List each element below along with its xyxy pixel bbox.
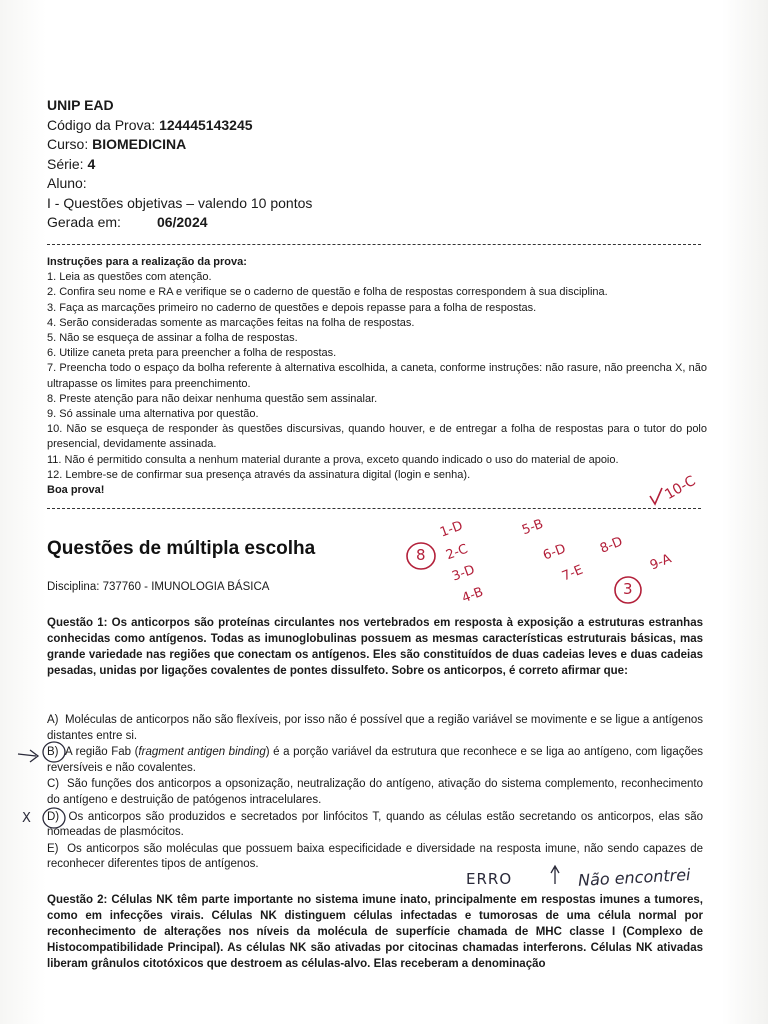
score-2: 3 (623, 580, 633, 598)
series-line: Série: 4 (47, 155, 96, 172)
instruction-item: 10. Não se esqueça de responder às questões discursivas, quando houver, e de entregar a folha de respostas para o tutor do polo presencial, devidamente assinada. (47, 423, 707, 451)
option-b: B) A região Fab (fragment antigen binding) é a porção variável da estrutura que reconhece e se liga ao antígeno, com ligações reversíveis e não covalentes. (47, 746, 704, 774)
answer-note: 4-B (460, 584, 486, 607)
up-arrow-icon (551, 866, 559, 884)
instruction-item: 6. Utilize caneta preta para preencher a folha de respostas. (47, 347, 337, 360)
answer-note: 7-E (559, 562, 586, 585)
answer-note: 1-D (438, 518, 465, 541)
not-found-note: Não encontrei (577, 865, 691, 890)
section-info: I - Questões objetivas – valendo 10 pontos (47, 194, 313, 211)
answer-note: 3-D (450, 562, 477, 585)
question-2-text: Questão 2: Células NK têm parte importante no sistema imune inato, principalmente em respostas imunes a tumores, como em infecções virais. Células NK distinguem células infectadas e tumorosas de uma célula normal por reconhecimento de alterações nos níveis da molécula de superfície chamada de MHC classe I (Complexo de Histocompatibilidade Principal). As células NK são ativadas por citocinas chamadas interferons. Células NK ativadas liberam grânulos citotóxicos que destroem as células-alvo. Elas receberam a denominação (47, 894, 703, 970)
exam-code-line: Código da Prova: 124445143245 (47, 116, 253, 133)
option-c: C) São funções dos anticorpos a opsonização, neutralização do antígeno, ativação do sistema complemento, reconhecimento do antígeno e destruição de patógenos intracelulares. (47, 778, 704, 806)
option-a: A) Moléculas de anticorpos não são flexíveis, por isso não é possível que a região variável se movimente e se ligue a antígenos distantes entre si. (47, 714, 704, 742)
error-note: ERRO (466, 870, 513, 888)
series: 4 (87, 155, 96, 172)
instruction-item: 1. Leia as questões com atenção. (47, 271, 212, 284)
instruction-item: 7. Preencha todo o espaço da bolha referente à alternativa escolhida, a caneta, conforme instruções: não rasure, não preencha X, não ultrapasse os limites para preenchimento. (47, 362, 707, 390)
answer-note: 2-C (444, 541, 470, 564)
arrow-icon (18, 750, 38, 762)
instruction-item: 12. Lembre-se de confirmar sua presença através da assinatura digital (login e senha). (47, 468, 471, 481)
option-e: E) Os anticorpos são moléculas que possuem baixa especificidade e diversidade na resposta imune, não sendo capazes de reconhecer diferentes tipos de antígenos. (47, 842, 703, 871)
answer-note: 5-B (520, 516, 546, 539)
exam-code: 124445143245 (159, 116, 253, 133)
option-d: D) Os anticorpos são produzidos e secretados por linfócitos T, quando as células estão secretando os anticorpos, elas são nomeadas de plasmócitos. (47, 810, 703, 839)
check-icon (650, 488, 662, 504)
answer-note: 10-C (662, 472, 699, 504)
student-line: Aluno: (47, 175, 87, 191)
instruction-item: 5. Não se esqueça de assinar a folha de respostas. (47, 332, 298, 345)
score-1: 8 (416, 546, 426, 564)
course-line: Curso: BIOMEDICINA (47, 136, 187, 152)
course: BIOMEDICINA (92, 136, 187, 152)
answer-note: 6-D (541, 541, 568, 564)
generated-line: Gerada em: 06/2024 (47, 214, 208, 230)
instruction-item: 8. Preste atenção para não deixar nenhuma questão sem assinalar. (47, 392, 378, 405)
section-title: Questões de múltipla escolha (47, 538, 316, 559)
generated-date: 06/2024 (156, 214, 208, 230)
answer-note: 8-D (598, 534, 625, 557)
instruction-item: 4. Serão consideradas somente as marcações feitas na folha de respostas. (47, 316, 415, 329)
instructions-title: Instruções para a realização da prova: (47, 256, 247, 268)
answer-note: 9-A (647, 551, 674, 574)
institution-name: UNIP EAD (47, 97, 114, 113)
question-1-text: Questão 1: Os anticorpos são proteínas circulantes nos vertebrados em resposta à exposição a estruturas estranhas conhecidas como antígenos. Todas as imunoglobulinas possuem as mesmas características estruturais básicas, mas grande variedade nas regiões que conectam os antígenos. Eles são constituídos de duas cadeias leves e duas cadeias pesadas, unidas por ligações covalentes de pontes dissulfeto. Sobre os anticorpos, é correto afirmar que: (47, 617, 703, 677)
instruction-item: 9. Só assinale uma alternativa por questão. (47, 408, 259, 421)
option-b-circle (43, 742, 65, 762)
instructions-closing: Boa prova! (47, 484, 105, 497)
mark-x: X (22, 811, 31, 826)
discipline: Disciplina: 737760 - IMUNOLOGIA BÁSICA (47, 581, 270, 593)
instruction-item: 2. Confira seu nome e RA e verifique se o caderno de questão e folha de respostas correspondem à sua disciplina. (47, 286, 608, 299)
instruction-item: 3. Faça as marcações primeiro no caderno de questões e depois repasse para a folha de respostas. (47, 301, 537, 314)
option-d-circle (43, 808, 65, 828)
instruction-item: 11. Não é permitido consulta a nenhum material durante a prova, exceto quando indicado o uso do material de apoio. (47, 453, 619, 466)
